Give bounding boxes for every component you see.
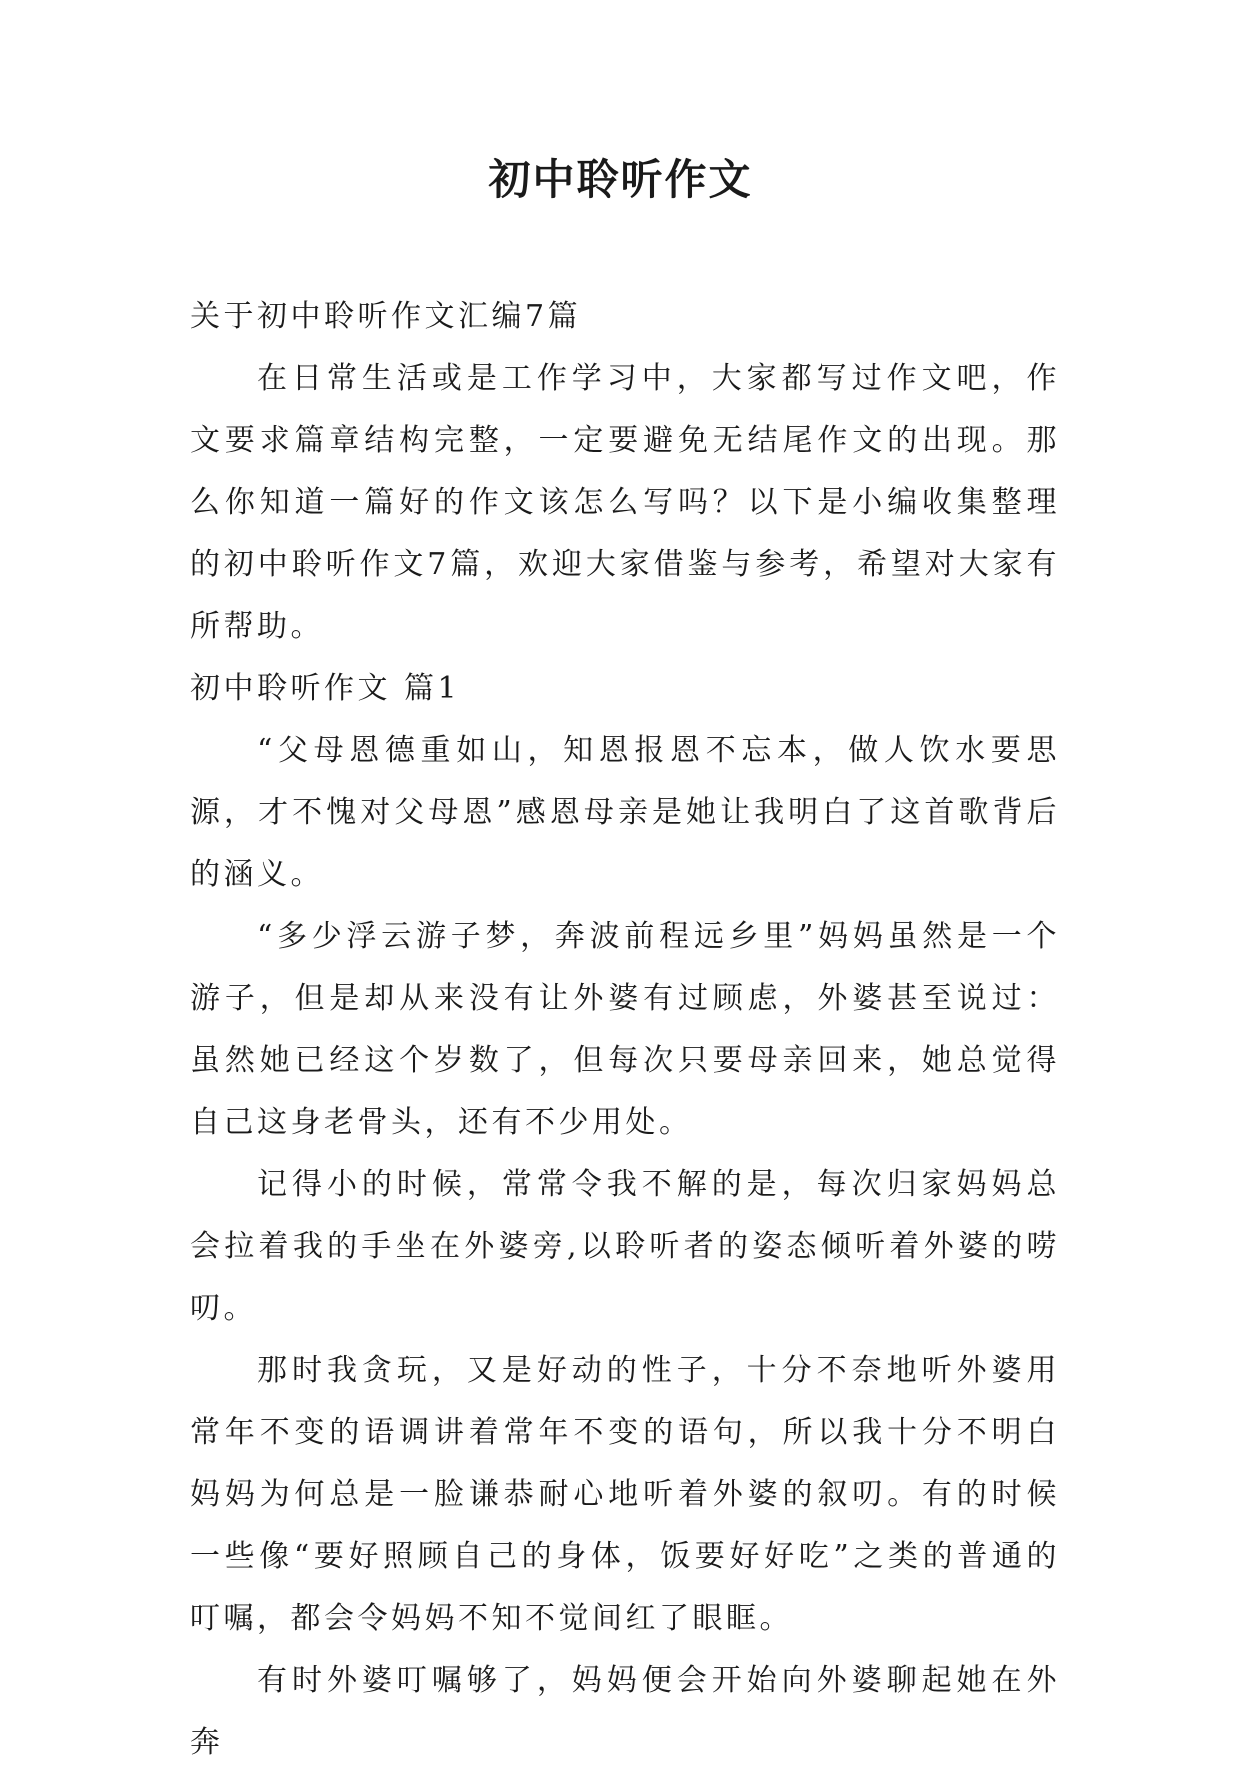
document-title: 初中聆听作文 — [488, 155, 753, 204]
body-paragraph: 有时外婆叮嘱够了，妈妈便会开始向外婆聊起她在外奔 — [190, 1663, 1060, 1760]
body-paragraph: 那时我贪玩，又是好动的性子，十分不奈地听外婆用常年不变的语调讲着常年不变的语句，所以我十分不明白妈妈为何总是一脸谦恭耐心地听着外婆的叙叨。有的时候一些像“要好照顾自己的身体，饭要好好吃”之类的普通的叮嘱，都会令妈妈不知不觉间红了眼眶。 — [190, 1353, 1060, 1636]
document-body — [190, 286, 1060, 1774]
body-paragraph: “父母恩德重如山，知恩报恩不忘本，做人饮水要思源，才不愧对父母恩”感恩母亲是她让我明白了这首歌背后的涵义。 — [190, 733, 1060, 892]
body-paragraph: “多少浮云游子梦，奔波前程远乡里”妈妈虽然是一个游子，但是却从来没有让外婆有过顾虑，外婆甚至说过：虽然她已经这个岁数了，但每次只要母亲回来，她总觉得自己这身老骨头，还有不少用处。 — [190, 919, 1060, 1140]
subtitle-paragraph: 关于初中聆听作文汇编7篇 — [190, 299, 582, 334]
body-paragraph: 记得小的时候，常常令我不解的是，每次归家妈妈总会拉着我的手坐在外婆旁,以聆听者的姿态倾听着外婆的唠叨。 — [190, 1167, 1060, 1326]
intro-paragraph: 在日常生活或是工作学习中，大家都写过作文吧，作文要求篇章结构完整，一定要避免无结尾作文的出现。那么你知道一篇好的作文该怎么写吗？以下是小编收集整理的初中聆听作文7篇，欢迎大家借鉴与参考，希望对大家有所帮助。 — [190, 361, 1060, 644]
section-heading: 初中聆听作文 篇1 — [190, 671, 461, 706]
